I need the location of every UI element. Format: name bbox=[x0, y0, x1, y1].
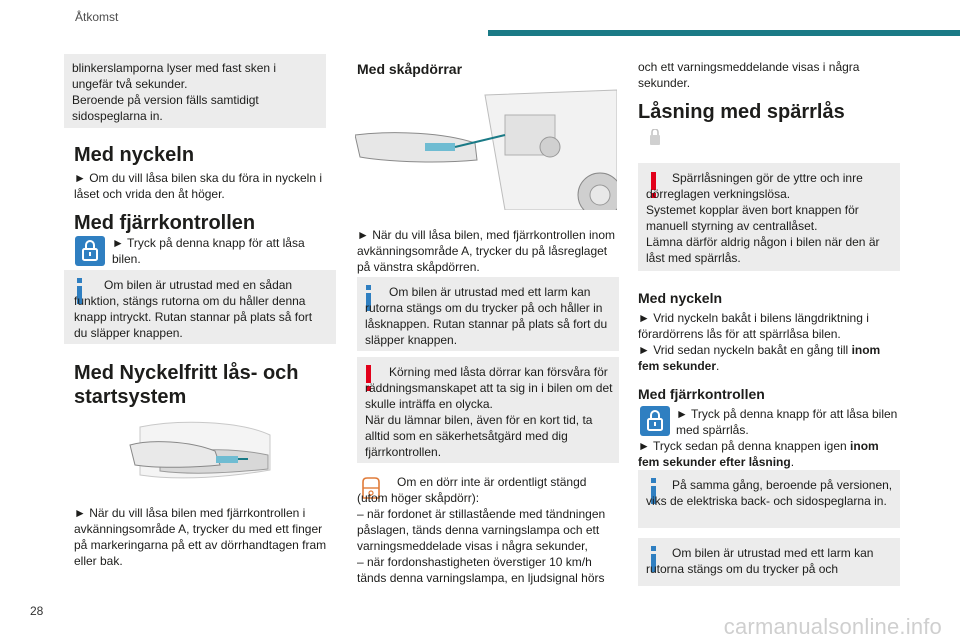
section-title: Åtkomst bbox=[75, 10, 119, 24]
top-note: blinkerslamporna lyser med fast sken i ungefär två sekunder. Beroende på version fälls samtidigt sidospeglarna in. bbox=[64, 54, 326, 128]
info-mirrors-note bbox=[638, 470, 900, 528]
key2-end: . bbox=[716, 359, 720, 373]
key2-bold: inom fem sekunder bbox=[638, 343, 881, 373]
info-mirrors-text: På samma gång, beroende på versionen, viks de elektriska back- och sidospeglarna in. bbox=[646, 478, 893, 508]
key2-instruction-1: ► Vrid nyckeln bakåt i bilens längdriktning i förardörrens lås för att spärrlåsa bilen. bbox=[638, 311, 869, 341]
info-window-note bbox=[64, 270, 336, 344]
heading-with-remote: Med fjärrkontrollen bbox=[74, 212, 256, 234]
continued-text: och ett varningsmeddelande visas i några sekunder. bbox=[638, 60, 860, 90]
page-number: 28 bbox=[30, 604, 44, 618]
warning-driving-note bbox=[357, 357, 619, 463]
remote2-bold: inom fem sekunder efter låsning bbox=[638, 439, 879, 469]
heading-with-key: Med nyckeln bbox=[74, 144, 195, 166]
deadlock-icon bbox=[640, 129, 670, 149]
van-door-illustration bbox=[355, 85, 617, 210]
key2-instruction-2 bbox=[638, 342, 900, 374]
info-alarm-note-2 bbox=[638, 538, 900, 586]
heading-with-remote-2: Med fjärrkontrollen bbox=[638, 386, 765, 402]
door-note-text: Om en dörr inte är ordentligt stängd (utom höger skåpdörr): – när fordonet är stillastående med tändningen påslagen, tänds denna varningslampa och ett varningsmeddelade visas i några sekunder, – när fordonshastigheten överstiger 10 km/h tänds denna varningslampa, en ljudsignal hörs bbox=[357, 475, 606, 585]
remote2-end: . bbox=[790, 455, 795, 469]
key-instruction: ► Om du vill låsa bilen ska du föra in nyckeln i låset och vrida den åt höger. bbox=[74, 171, 322, 201]
heading-deadlock: Låsning med spärrlås bbox=[638, 101, 845, 123]
remote-instruction: ► Tryck på denna knapp för att låsa bilen. bbox=[112, 236, 305, 266]
warning-deadlock-note bbox=[638, 163, 900, 271]
lock-button-icon bbox=[75, 236, 105, 266]
info-alarm-note bbox=[357, 277, 619, 351]
van-instruction: ► När du vill låsa bilen, med fjärrkontrollen inom avkänningsområde A, trycker du på låsreglaget på vänstra skåpdörren. bbox=[357, 228, 615, 274]
heading-van-doors: Med skåpdörrar bbox=[357, 61, 463, 77]
info-alarm2-text: Om bilen är utrustad med ett larm kan rutorna stängs om du trycker på och bbox=[646, 546, 874, 576]
keyless-instruction: ► När du vill låsa bilen med fjärrkontrollen i avkänningsområde A, trycker du med ett finger på markeringarna på ett av dörrhandtagen fram eller bak. bbox=[74, 506, 327, 568]
lock-button-icon-2 bbox=[640, 406, 670, 436]
heading-keyless: Med Nyckelfritt lås- och startsystem bbox=[74, 362, 299, 408]
info-window-text: Om bilen är utrustad med en sådan funktion, stängs rutorna om du håller denna knapp intryckt. Rutan stannar på plats så fort du släpper knappen. bbox=[74, 278, 313, 340]
remote2-text: ► Tryck sedan på denna knappen igen bbox=[638, 439, 851, 453]
remote2-instruction-2 bbox=[638, 438, 900, 470]
watermark: carmanualsonline.info bbox=[723, 614, 942, 639]
warning-driving-text: Körning med låsta dörrar kan försvåra för räddningsmanskapet att ta sig in i bilen om det skulle inträffa en olycka. När du lämnar bilen, även för en kort tid, ta alltid som en säkerhetsåtgärd med dig fjärrkontrollen. bbox=[365, 365, 613, 459]
warning-deadlock-text: Spärrlåsningen gör de yttre och inre dörreglagen verkningslösa. Systemet kopplar även bort knappen för manuell styrning av centrallåset. Lämna därför aldrig någon i bilen när den är låst med spärrlås. bbox=[646, 171, 880, 265]
info-alarm-text: Om bilen är utrustad med ett larm kan rutorna stängs om du trycker på och håller in låsknappen. Rutan stannar på plats så fort du släpper knappen. bbox=[365, 285, 608, 347]
heading-with-key-2: Med nyckeln bbox=[638, 290, 723, 306]
key2-text: ► Vrid sedan nyckeln bakåt en gång till bbox=[638, 343, 852, 357]
door-handle-illustration bbox=[120, 415, 280, 490]
remote2-instruction: ► Tryck på denna knapp för att låsa bilen med spärrlås. bbox=[676, 407, 898, 437]
header-accent-bar bbox=[488, 30, 960, 36]
